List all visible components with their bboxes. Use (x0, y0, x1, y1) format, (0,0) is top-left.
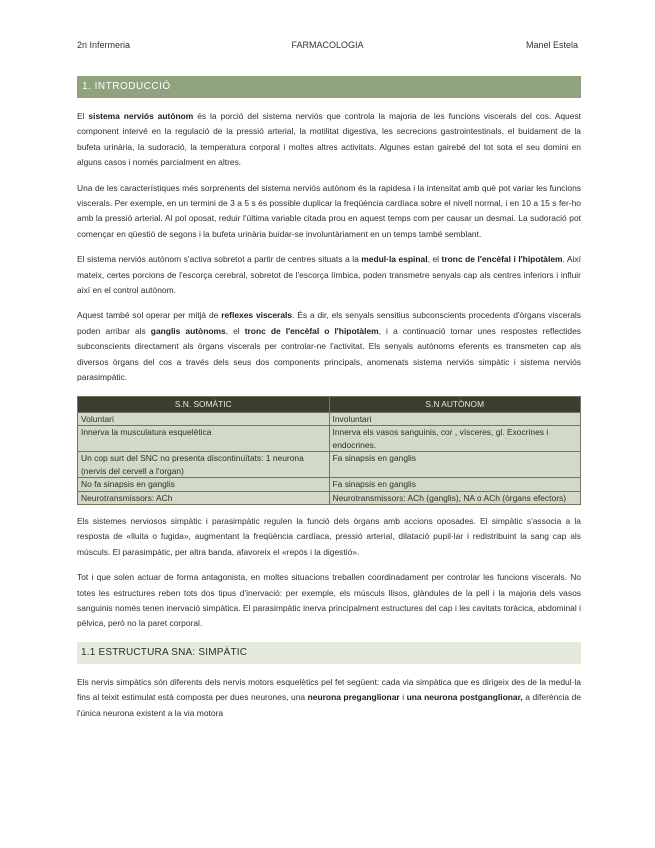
bold-term: sistema nerviós autònom (88, 111, 194, 121)
comparison-table (77, 396, 581, 506)
header-subject: FARMACOLOGIA (291, 40, 364, 50)
table-cell: Fa sinapsis en ganglis (329, 478, 581, 492)
table-cell: Un cop surt del SNC no presenta discontinuïtats: 1 neurona (nervis del cervell a l'organ) (78, 452, 330, 478)
column-header-autonomic: S.N AUTÒNOM (329, 396, 581, 412)
table-cell: No fa sinapsis en ganglis (78, 478, 330, 492)
paragraph-visceral-reflexes (77, 308, 581, 385)
bold-term: ganglis autònoms (150, 325, 226, 336)
table-row (78, 452, 581, 478)
table-cell: Neurotransmissors: ACh (78, 491, 330, 505)
table-header-row (78, 396, 581, 412)
paragraph-activation-centres (77, 252, 581, 298)
bold-term: neurona preganglionar (307, 692, 400, 703)
paragraph-coordination: Tot i que solen actuar de forma antagonista, en moltes situacions treballen coordinadament per controlar les funcions viscerals. No totes les estructures reben tots dos tipus d'inervació: per exemple, els músculs llisos, glàndules de la pell i la majoria dels vasos sanguinis només tenen inervació simpàtica. El parasimpàtic inerva principalment estructures del cap i les cavitats toràcica, abdominal i pèlvica, però no la paret corporal. (77, 572, 581, 629)
section-heading-introduccio: 1. INTRODUCCIÓ (77, 76, 581, 98)
bold-term: medul·la espinal (361, 254, 428, 265)
paragraph-intro (77, 109, 581, 171)
text-run: és la porció del sistema nerviós que controla la majoria de les funcions viscerals del cos. Aquest component intervé en la regulació de la pressió arterial, la motilitat digestiva, les secrecions gastrointestinals, el buidament de la bufeta urinària, la sudoració, la temperatura corporal i moltes altres activitats. Algunes estan gairebé del tot sota el seu domini en alguns casos i només parcialment en altres. (77, 111, 582, 168)
text-run: , el (427, 254, 442, 265)
table-row (78, 426, 581, 452)
column-header-somatic: S.N. SOMÀTIC (78, 396, 330, 412)
header-author: Manel Estela (525, 40, 578, 50)
text-run: . És a dir, els senyals sensitius subconscients procedents d'òrgans viscerals poden arribar als (77, 310, 582, 336)
table-cell: Neurotransmissors: ACh (ganglis), NA o ACh (òrgans efectors) (329, 491, 581, 505)
table-row (78, 478, 581, 492)
text-run: a diferència de l'única neurona existent a la via motora (77, 692, 581, 718)
header-course: 2n Infermeria (77, 40, 131, 50)
bold-term: tronc de l'encèfal i l'hipotàlem (441, 254, 563, 265)
table-cell: Innerva la musculatura esquelètica (78, 426, 330, 452)
table-row (78, 491, 581, 505)
paragraph-characteristics: Una de les característiques més sorprenents del sistema nerviós autònom és la rapidesa i la intensitat amb què pot variar les funcions viscerals. Per exemple, en un termini de 3 a 5 s és possible duplicar la freqüència cardíaca sobre el nivell normal, i en 10 a 15 s fer-ho amb la pressió arterial. Al pol oposat, reduir l'última variable citada prou en aquest temps com per causar un desmai. La sudoració pot començar en qüestió de segons i la bufeta urinària buidar-se involuntàriament en un temps també semblant. (77, 182, 581, 239)
text-run: El sistema nerviós autònom s'activa sobretot a partir de centres situats a la (77, 254, 362, 265)
table-row (78, 412, 581, 426)
document-body (77, 76, 581, 731)
text-run: , i a continuació tornar unes respostes reflectides subconscients directament als òrgans viscerals per controlar-ne l'activitat. Els senyals autònoms eferents es transmeten cap als diversos òrgans del cos a través dels seus dos components principals, anomenats sistema nerviós simpàtic i sistema nerviós parasimpàtic. (77, 325, 581, 383)
page-header (77, 40, 578, 52)
text-run: Els nervis simpàtics són diferents dels nervis motors esquelètics pel fet següent: cada via simpàtica que es dirigeix des de la medul·la fins al teixit estimulat està composta per dues neurones, una (77, 676, 581, 703)
text-run: Aquest també sol operar per mitjà de (77, 310, 222, 321)
paragraph-sympathetic-nerves (77, 675, 581, 721)
text-run: i (399, 692, 407, 703)
table-cell: Fa sinapsis en ganglis (329, 452, 581, 478)
bold-term: una neurona postganglionar, (406, 692, 523, 703)
bold-term: tronc de l'encèfal o l'hipotàlem (244, 325, 379, 336)
bold-term: reflexes viscerals (221, 310, 293, 321)
text-run: . Així mateix, certes porcions de l'escorça cerebral, sobretot de l'escorça límbica, poden transmetre senyals cap als centres inferiors i influir així en el control autònom. (77, 254, 581, 296)
table-cell: Innerva els vasos sanguinis, cor , vísceres, gl. Exocrines i endocrines. (329, 426, 581, 452)
table-cell: Voluntari (78, 412, 330, 426)
section-heading-estructura: 1.1 ESTRUCTURA SNA: SIMPÀTIC (77, 642, 581, 664)
text-run: , el (225, 325, 245, 336)
paragraph-sympathetic-parasympathetic: Els sistemes nerviosos simpàtic i parasimpàtic regulen la funció dels òrgans amb accions oposades. El simpàtic s'associa a la resposta de «lluita o fugida», augmentant la freqüència cardíaca, pressió arterial, dilatació pupil·lar i redistribuint la sang cap als músculs. El parasimpàtic, per altra banda, afavoreix el «repòs i la digestió». (77, 516, 581, 557)
table-cell: Involuntari (329, 412, 581, 426)
text-run: El (77, 111, 89, 121)
